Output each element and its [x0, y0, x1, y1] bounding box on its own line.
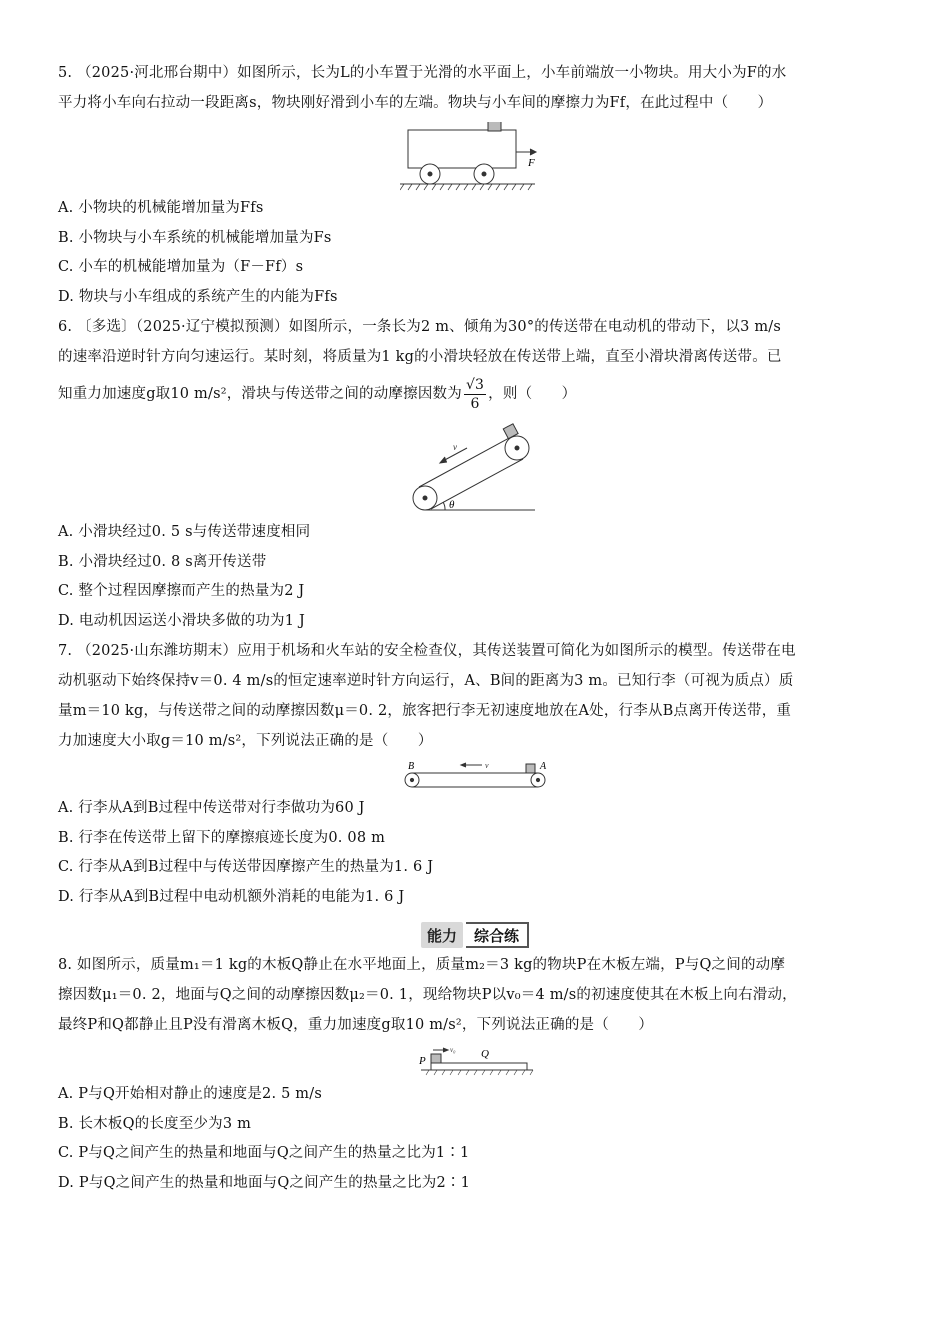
q6-stem-line1: 6. 〔多选〕（2025·辽宁模拟预测）如图所示，一条长为2 m、倾角为30°的传送带在电动机的带动下，以3 m/s [58, 319, 781, 335]
q6-figure-incline-belt [58, 420, 892, 516]
q5-option-b: B. 小物块与小车系统的机械能增加量为Fs [58, 229, 332, 246]
q8-option-b: B. 长木板Q的长度至少为3 m [58, 1115, 252, 1132]
q6-fraction-denominator: 6 [470, 395, 480, 412]
q5-option-d: D. 物块与小车组成的系统产生的内能为Ffs [58, 288, 338, 305]
q6-velocity-label: v [453, 442, 457, 452]
q7-point-b-label: B [408, 761, 415, 772]
q8-figure-board-block [58, 1044, 892, 1078]
banner-right-label: 综合练 [466, 922, 529, 948]
q7-point-a-label: A [540, 761, 547, 772]
q6-stem-line3 [58, 372, 892, 416]
q7-stem-line1: 7. （2025·山东潍坊期末）应用于机场和火车站的安全检查仪，其传送装置可简化为如图所示的模型。传送带在电 [58, 643, 796, 659]
q6-friction-fraction [464, 376, 486, 413]
q5-option-a: A. 小物块的机械能增加量为Ffs [58, 200, 264, 216]
q6-option-b: B. 小滑块经过0. 8 s离开传送带 [58, 553, 267, 570]
q6-stem-line3-end: ，则（ ） [488, 386, 577, 402]
q8-option-a: A. P与Q开始相对静止的速度是2. 5 m/s [58, 1086, 322, 1102]
question-6 [58, 312, 892, 636]
q7-velocity-label: v [485, 761, 489, 770]
q7-option-c: C. 行李从A到B过程中与传送带因摩擦产生的热量为1. 6 J [58, 859, 434, 875]
q7-stem-line4: 力加速度大小取g＝10 m/s²，下列说法正确的是（ ） [58, 733, 433, 749]
q7-option-b: B. 行李在传送带上留下的摩擦痕迹长度为0. 08 m [58, 829, 386, 846]
section-banner [58, 922, 892, 948]
q8-velocity-label: v₀ [450, 1046, 456, 1054]
q8-block-p-label: P [419, 1055, 426, 1067]
banner-left-label: 能力 [421, 922, 463, 948]
q5-option-c: C. 小车的机械能增加量为（F－Ff）s [58, 259, 304, 275]
q7-figure-horizontal-belt [58, 760, 892, 792]
q5-figure-cart [58, 122, 892, 192]
q6-fraction-numerator: √3 [465, 376, 485, 393]
q8-option-d: D. P与Q之间产生的热量和地面与Q之间产生的热量之比为2∶1 [58, 1174, 471, 1191]
q8-option-c: C. P与Q之间产生的热量和地面与Q之间产生的热量之比为1∶1 [58, 1145, 470, 1161]
q5-force-label: F [528, 157, 535, 169]
q8-board-q-label: Q [481, 1048, 489, 1060]
q6-option-a: A. 小滑块经过0. 5 s与传送带速度相同 [58, 524, 311, 540]
q5-stem-line2: 平力将小车向右拉动一段距离s，物块刚好滑到小车的左端。物块与小车间的摩擦力为Ff，在此过程中（ ） [58, 95, 773, 111]
q6-angle-label: θ [449, 499, 455, 511]
q7-option-a: A. 行李从A到B过程中传送带对行李做功为60 J [58, 800, 365, 816]
q8-stem-line2: 擦因数μ₁＝0. 2，地面与Q之间的动摩擦因数μ₂＝0. 1，现给物块P以v₀＝4 m/s的初速度使其在木板上向右滑动， [58, 987, 797, 1003]
question-8 [58, 950, 892, 1198]
q8-stem-line1: 8. 如图所示，质量m₁＝1 kg的木板Q静止在水平地面上，质量m₂＝3 kg的物块P在木板左端，P与Q之间的动摩 [58, 957, 786, 973]
q7-option-d: D. 行李从A到B过程中电动机额外消耗的电能为1. 6 J [58, 888, 405, 905]
q6-stem-line3-text: 知重力加速度g取10 m/s²，滑块与传送带之间的动摩擦因数为 [58, 386, 462, 402]
q6-stem-line2: 的速率沿逆时针方向匀速运行。某时刻，将质量为1 kg的小滑块轻放在传送带上端，直至小滑块滑离传送带。已 [58, 349, 782, 365]
q7-stem-line3: 量m＝10 kg，与传送带之间的动摩擦因数μ＝0. 2，旅客把行李无初速度地放在A处，行李从B点离开传送带，重 [58, 703, 792, 719]
q7-stem-line2: 动机驱动下始终保持v＝0. 4 m/s的恒定速率逆时针方向运行，A、B间的距离为3 m。已知行李（可视为质点）质 [58, 673, 794, 689]
q5-stem-line1: 5. （2025·河北邢台期中）如图所示，长为L的小车置于光滑的水平面上，小车前端放一小物块。用大小为F的水 [58, 65, 787, 81]
q6-option-c: C. 整个过程因摩擦而产生的热量为2 J [58, 583, 305, 599]
question-7 [58, 636, 892, 912]
q8-stem-line3: 最终P和Q都静止且P没有滑离木板Q，重力加速度g取10 m/s²，下列说法正确的是（ ） [58, 1017, 654, 1033]
question-5 [58, 58, 892, 312]
worksheet-page [58, 58, 892, 1198]
q6-option-d: D. 电动机因运送小滑块多做的功为1 J [58, 612, 305, 629]
